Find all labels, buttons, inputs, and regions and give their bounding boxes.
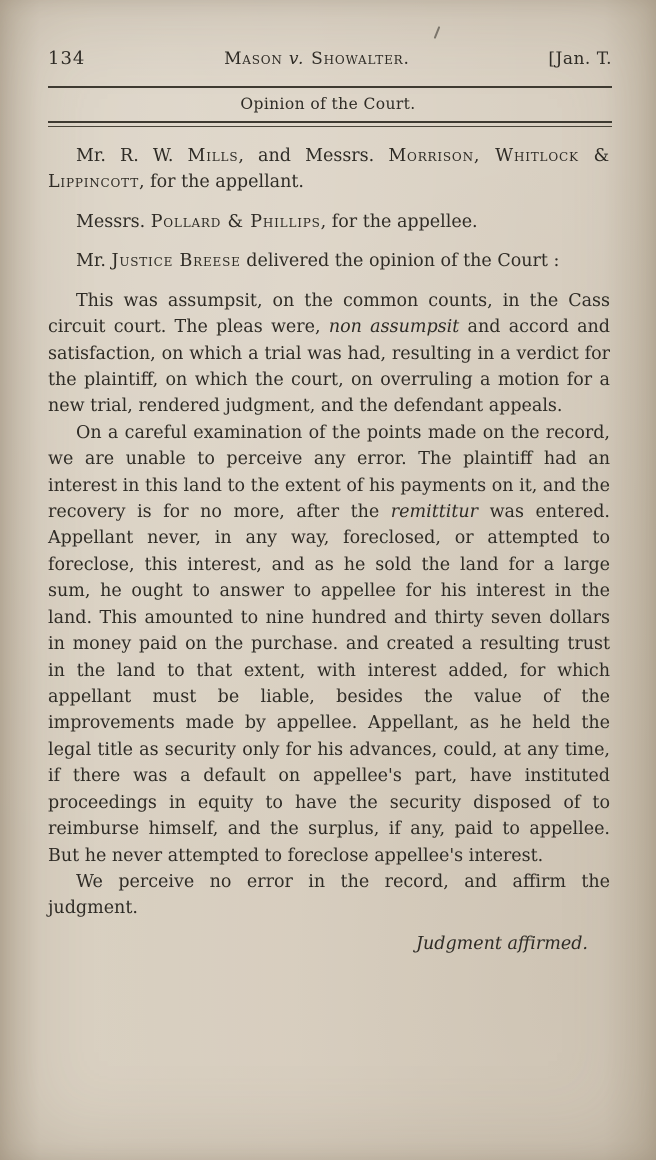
header-rule [48, 86, 612, 88]
running-title [224, 49, 410, 69]
opinion-author: Mr. Justice Breese delivered the opinion of the Court : [76, 251, 560, 272]
section-heading: Opinion of the Court. [240, 95, 416, 113]
page-number: 134 [48, 48, 86, 69]
page-header [0, 0, 656, 69]
case-name-defendant: Showalter. [304, 49, 410, 69]
opinion-body [0, 127, 656, 957]
case-name-plaintiff: Mason [224, 49, 289, 69]
counsel-appellee: Messrs. Pollard & Phillips, for the appellee. [76, 211, 478, 232]
opinion-paragraph: On a careful examination of the points made on the record, we are unable to perceive any error. The plaintiff had an interest in this land to the extent of his payments on it, and the recovery is for no more, after the remittitur was entered. Appellant never, in any way, foreclosed, or attempted to foreclose, this interest, and as he sold the land for a large sum, he ought to answer to appellee for his interest in the land. This amounted to nine hundred and thirty seven dollars in money paid on the purchase. and created a resulting trust in the land to that extent, with interest added, for which appellant must be liable, besides the value of the improvements made by appellee. Appellant, as he held the legal title as security only for his advances, could, at any time, if there was a default on appellee's part, have instituted proceedings in equity to have the security disposed of to reimburse himself, and the surplus, if any, paid to appellee. But he never attempted to foreclose appellee's interest. [48, 422, 610, 866]
counsel-appellant: Mr. R. W. Mills, and Messrs. Morrison, Whitlock & Lippincott, for the appellant. [48, 146, 611, 193]
opinion-paragraph: We perceive no error in the record, and affirm the judgment. [48, 871, 610, 919]
judgment-line: Judgment affirmed. [415, 933, 588, 954]
versus-abbrev: v. [288, 49, 305, 69]
opinion-paragraph: This was assumpsit, on the common counts, in the Cass circuit court. The pleas were, non assumpsit and accord and satisfaction, on which a trial was had, resulting in a verdict for the plaintiff, on which the court, on overruling a motion for a new trial, rendered judgment, and the defendant appeals. [48, 290, 611, 417]
term-label: [Jan. T. [548, 49, 612, 69]
